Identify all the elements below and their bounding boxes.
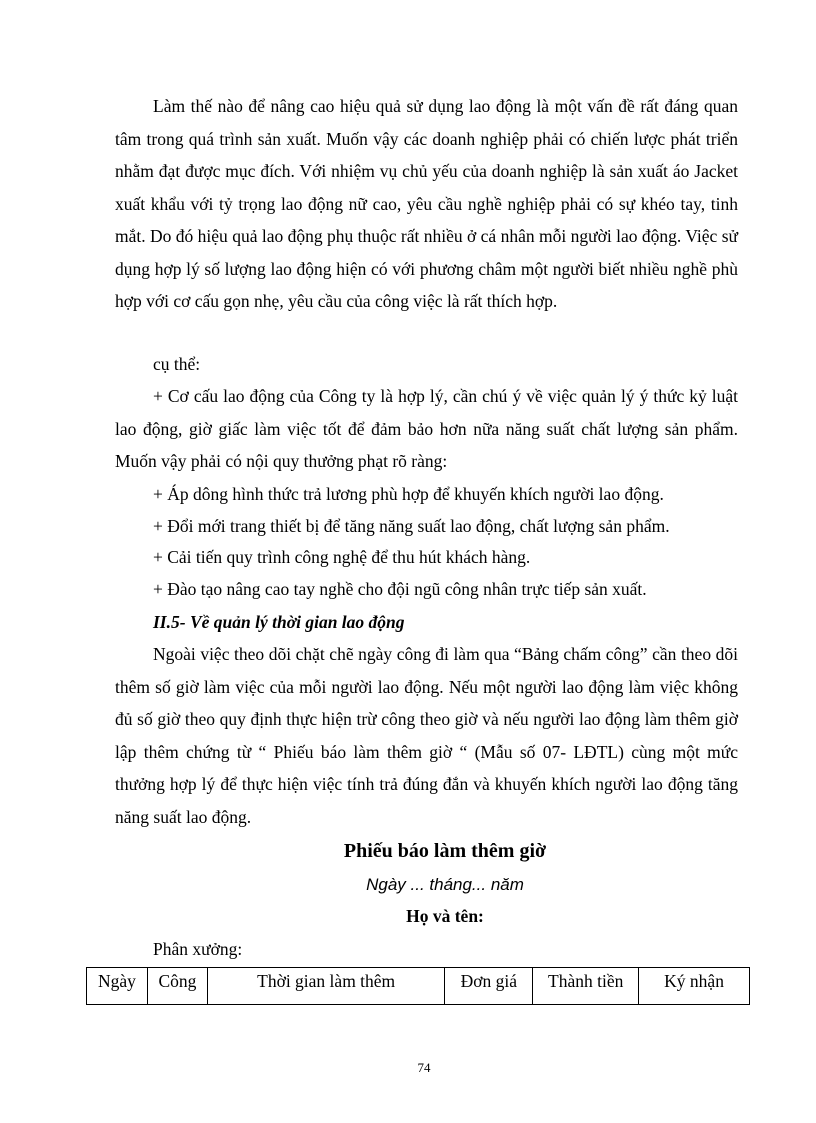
point-training: + Đào tạo nâng cao tay nghề cho đội ngũ công nhân trực tiếp sản xuất. <box>153 579 647 599</box>
section-body-paragraph: Ngoài việc theo dõi chặt chẽ ngày công đi làm qua “Bảng chấm công” cần theo dõi thêm số giờ làm việc của mỗi người lao động. Nếu một người lao động làm việc không đủ số giờ theo quy định thực hiện trừ công theo giờ và nếu người lao động làm thêm giờ lập thêm chứng từ “ Phiếu báo làm thêm giờ “ (Mẫu số 07- LĐTL) cùng một mức thưởng hợp lý để thực hiện việc tính trả đúng đắn và khuyến khích người lao động tăng năng suất lao động. <box>115 644 738 827</box>
header-date: Ngày <box>87 968 148 1005</box>
form-title: Phiếu báo làm thêm giờ <box>343 840 547 862</box>
section-heading: II.5- Về quản lý thời gian lao động <box>153 612 405 632</box>
point-equipment: + Đổi mới trang thiết bị để tăng năng suất lao động, chất lượng sản phẩm. <box>153 516 670 536</box>
form-date-line: Ngày ... tháng... năm <box>366 875 524 894</box>
header-overtime: Thời gian làm thêm <box>207 968 445 1005</box>
form-workshop-label: Phân xưởng: <box>153 939 243 959</box>
overtime-table <box>86 967 750 1005</box>
point-salary: + Áp dông hình thức trả lương phù hợp để khuyến khích người lao động. <box>153 484 664 504</box>
header-unit-price: Đơn giá <box>445 968 533 1005</box>
table-header-row <box>87 968 750 1005</box>
point-labor-structure: + Cơ cấu lao động của Công ty là hợp lý, cần chú ý về việc quản lý ý thức kỷ luật lao động, giờ giấc làm việc tốt để đảm bảo hơn nữa năng suất chất lượng sản phẩm. Muốn vậy phải có nội quy thưởng phạt rõ ràng: <box>115 386 738 471</box>
form-name-label: Họ và tên: <box>406 906 484 926</box>
point-technology: + Cải tiến quy trình công nghệ để thu hút khách hàng. <box>153 547 531 567</box>
header-amount: Thành tiền <box>533 968 639 1005</box>
header-signature: Ký nhận <box>639 968 750 1005</box>
specifically-label: cụ thể: <box>153 354 201 374</box>
intro-paragraph: Làm thế nào để nâng cao hiệu quả sử dụng lao động là một vấn đề rất đáng quan tâm trong quá trình sản xuất. Muốn vậy các doanh nghiệp phải có chiến lược phát triển nhằm đạt được mục đích. Với nhiệm vụ chủ yếu của doanh nghiệp là sản xuất áo Jacket xuất khẩu với tỷ trọng lao động nữ cao, yêu cầu nghề nghiệp phải có sự khéo tay, tinh mắt. Do đó hiệu quả lao động phụ thuộc rất nhiều ở cá nhân mỗi người lao động. Việc sử dụng hợp lý số lượng lao động hiện có với phương châm một người biết nhiều nghề phù hợp với cơ cấu gọn nhẹ, yêu cầu của công việc là rất thích hợp. <box>115 96 738 311</box>
header-work: Công <box>147 968 207 1005</box>
page-number: 74 <box>417 1060 431 1075</box>
